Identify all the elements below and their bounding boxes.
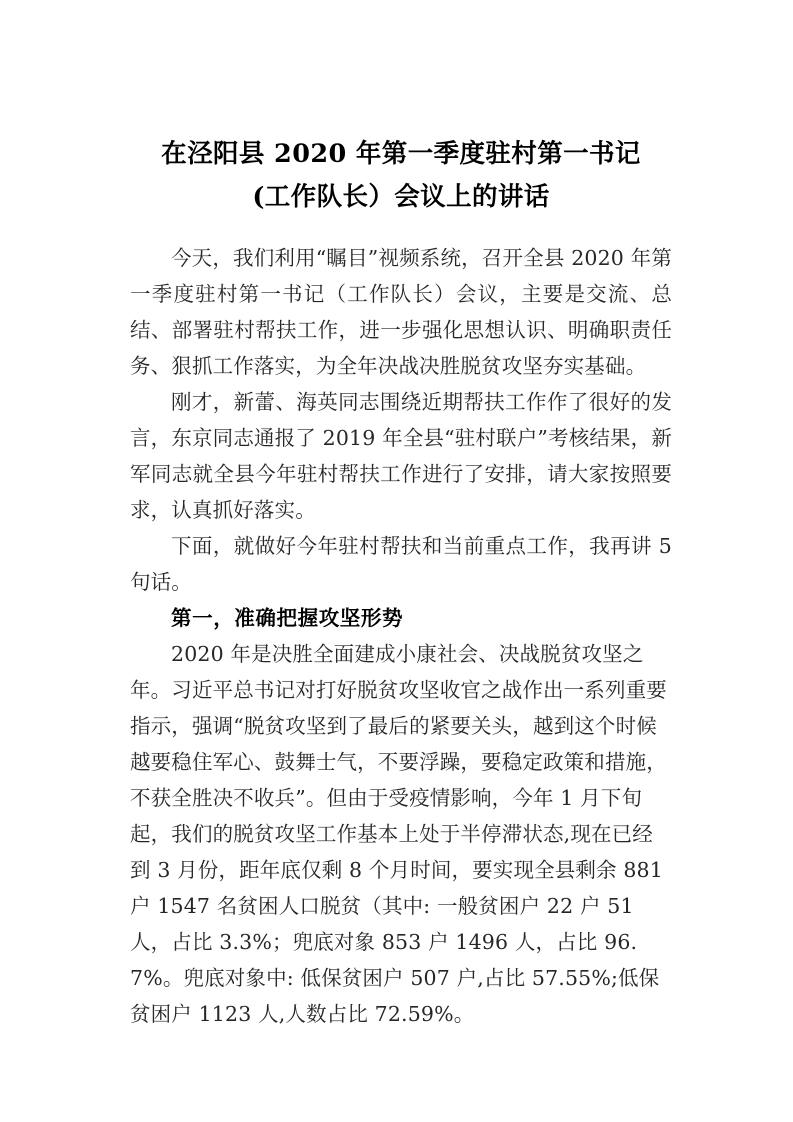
paragraph-agenda-intro: 下面，就做好今年驻村帮扶和当前重点工作，我再讲 5 句话。 — [130, 534, 672, 594]
paragraph-previous-speakers: 刚才，新蕾、海英同志围绕近期帮扶工作作了很好的发言，东京同志通报了 2019 年全县“驻村联户”考核结果，新军同志就全县今年驻村帮扶工作进行了安排，请大家按照要求，认真抓好落实。 — [130, 390, 672, 522]
document-body — [130, 240, 672, 1032]
paragraph-poverty-situation: 2020 年是决胜全面建成小康社会、决战脱贫攻坚之年。习近平总书记对打好脱贫攻坚收官之战作出一系列重要指示，强调“脱贫攻坚到了最后的紧要关头，越到这个时候越要稳住军心、鼓舞士气，不要浮躁，要稳定政策和措施，不获全胜决不收兵”。但由于受疫情影响，今年 1 月下旬起，我们的脱贫攻坚工作基本上处于半停滞状态,现在已经到 3 月份，距年底仅剩 8 个月时间，要实现全县剩余 881 户 1547 名贫困人口脱贫（其中: 一般贫困户 22 户 51 人，占比 3.3%；兜底对象 853 户 1496 人，占比 96.7%。兜底对象中: 低保贫困户 507 户,占比 57.55%;低保贫困户 1123 人,人数占比 72.59%。 — [130, 642, 667, 1026]
page-title-line-2: (工作队长）会议上的讲话 — [252, 182, 550, 212]
page-title — [130, 0, 672, 219]
page-title-line-1: 在泾阳县 2020 年第一季度驻村第一书记 — [161, 139, 641, 169]
section-heading-first-point: 第一，准确把握攻坚形势 — [171, 606, 404, 630]
paragraph-opening-remarks: 今天，我们利用“瞩目”视频系统，召开全县 2020 年第一季度驻村第一书记（工作队长）会议，主要是交流、总结、部署驻村帮扶工作，进一步强化思想认识、明确职责任务、狠抓工作落实，为全年决战决胜脱贫攻坚夯实基础。 — [130, 246, 672, 378]
